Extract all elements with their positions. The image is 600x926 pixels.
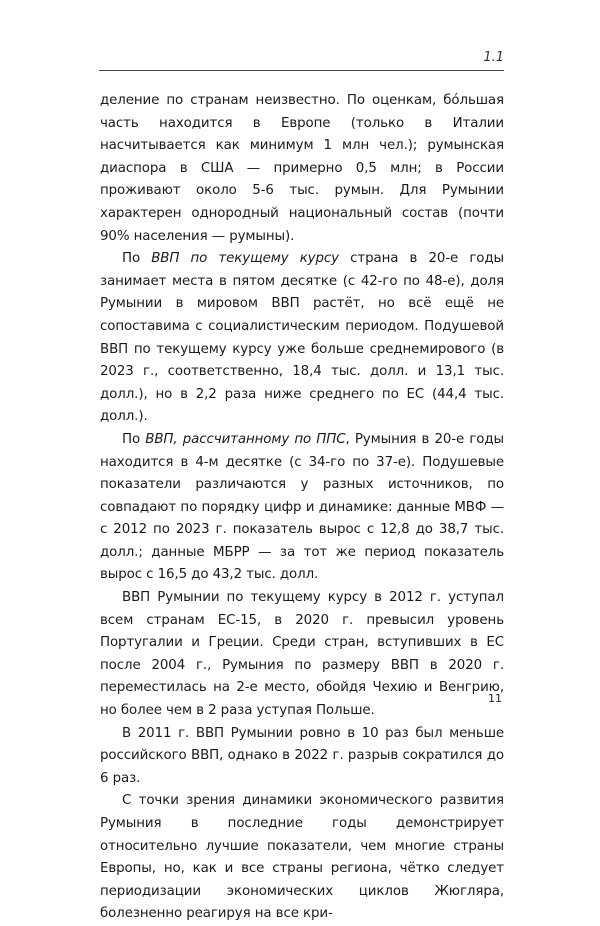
paragraph-text: По [122, 251, 152, 267]
paragraph [100, 248, 504, 429]
paragraph [100, 90, 504, 248]
paragraph [100, 587, 504, 723]
paragraph-text: С точки зрения динамики экономического развития Румыния в последние годы демонстрирует относительно лучшие показатели, чем многие страны Европы, но, как и все страны региона, чётко следует периодизации экономических циклов Жюгляра, болезненно реагируя на все кри- [100, 793, 504, 922]
italic-term: ВВП, рассчитанному по ППС [145, 431, 346, 447]
paragraph-text: страна в 20-е годы занимает места в пятом десятке (с 42-го по 48-е), доля Румынии в мировом ВВП растёт, но всё ещё не сопоставима с социалистическим периодом. Подушевой ВВП по текущему курсу уже больше среднемирового (в 2023 г., соответственно, 18,4 тыс. долл. и 13,1 тыс. долл.), но в 2,2 раза ниже среднего по ЕС (44,4 тыс. долл.). [100, 251, 504, 425]
paragraph-text: В 2011 г. ВВП Румынии ровно в 10 раз был меньше российского ВВП, однако в 2022 г. разрыв сократился до 6 раз. [100, 725, 504, 786]
body-text [100, 90, 504, 926]
paragraph-text: По [122, 431, 146, 447]
running-header [99, 50, 504, 72]
italic-term: ВВП по текущему курсу [151, 251, 339, 267]
header-rule [99, 70, 504, 71]
page-number: 11 [488, 692, 502, 705]
section-number: 1.1 [483, 50, 504, 65]
paragraph-text: , Румыния в 20-е годы находится в 4-м десятке (с 34-го по 37-е). Подушевые показатели различаются у разных источников, по совпадают по порядку цифр и динамике: данные МВФ — с 2012 по 2023 г. показатель вырос с 12,8 до 38,7 тыс. долл.; данные МБРР — за тот же период показатель вырос с 16,5 до 43,2 тыс. долл. [100, 431, 505, 583]
paragraph-text: деление по странам неизвестно. По оценкам, бóльшая часть находится в Европе (только в Италии насчитывается как минимум 1 млн чел.); румынская диаспора в США — примерно 0,5 млн; в России проживают около 5-6 тыс. румын. Для Румынии характерен однородный национальный состав (почти 90% населения — румыны). [100, 93, 504, 244]
paragraph [100, 723, 504, 791]
paragraph [100, 429, 504, 587]
paragraph [100, 790, 504, 926]
paragraph-text: ВВП Румынии по текущему курсу в 2012 г. уступал всем странам ЕС-15, в 2020 г. превысил уровень Португалии и Греции. Среди стран, вступивших в ЕС после 2004 г., Румыния по размеру ВВП в 2020 г. переместилась на 2-е место, обойдя Чехию и Венгрию, но более чем в 2 раза уступая Польше. [100, 590, 504, 719]
